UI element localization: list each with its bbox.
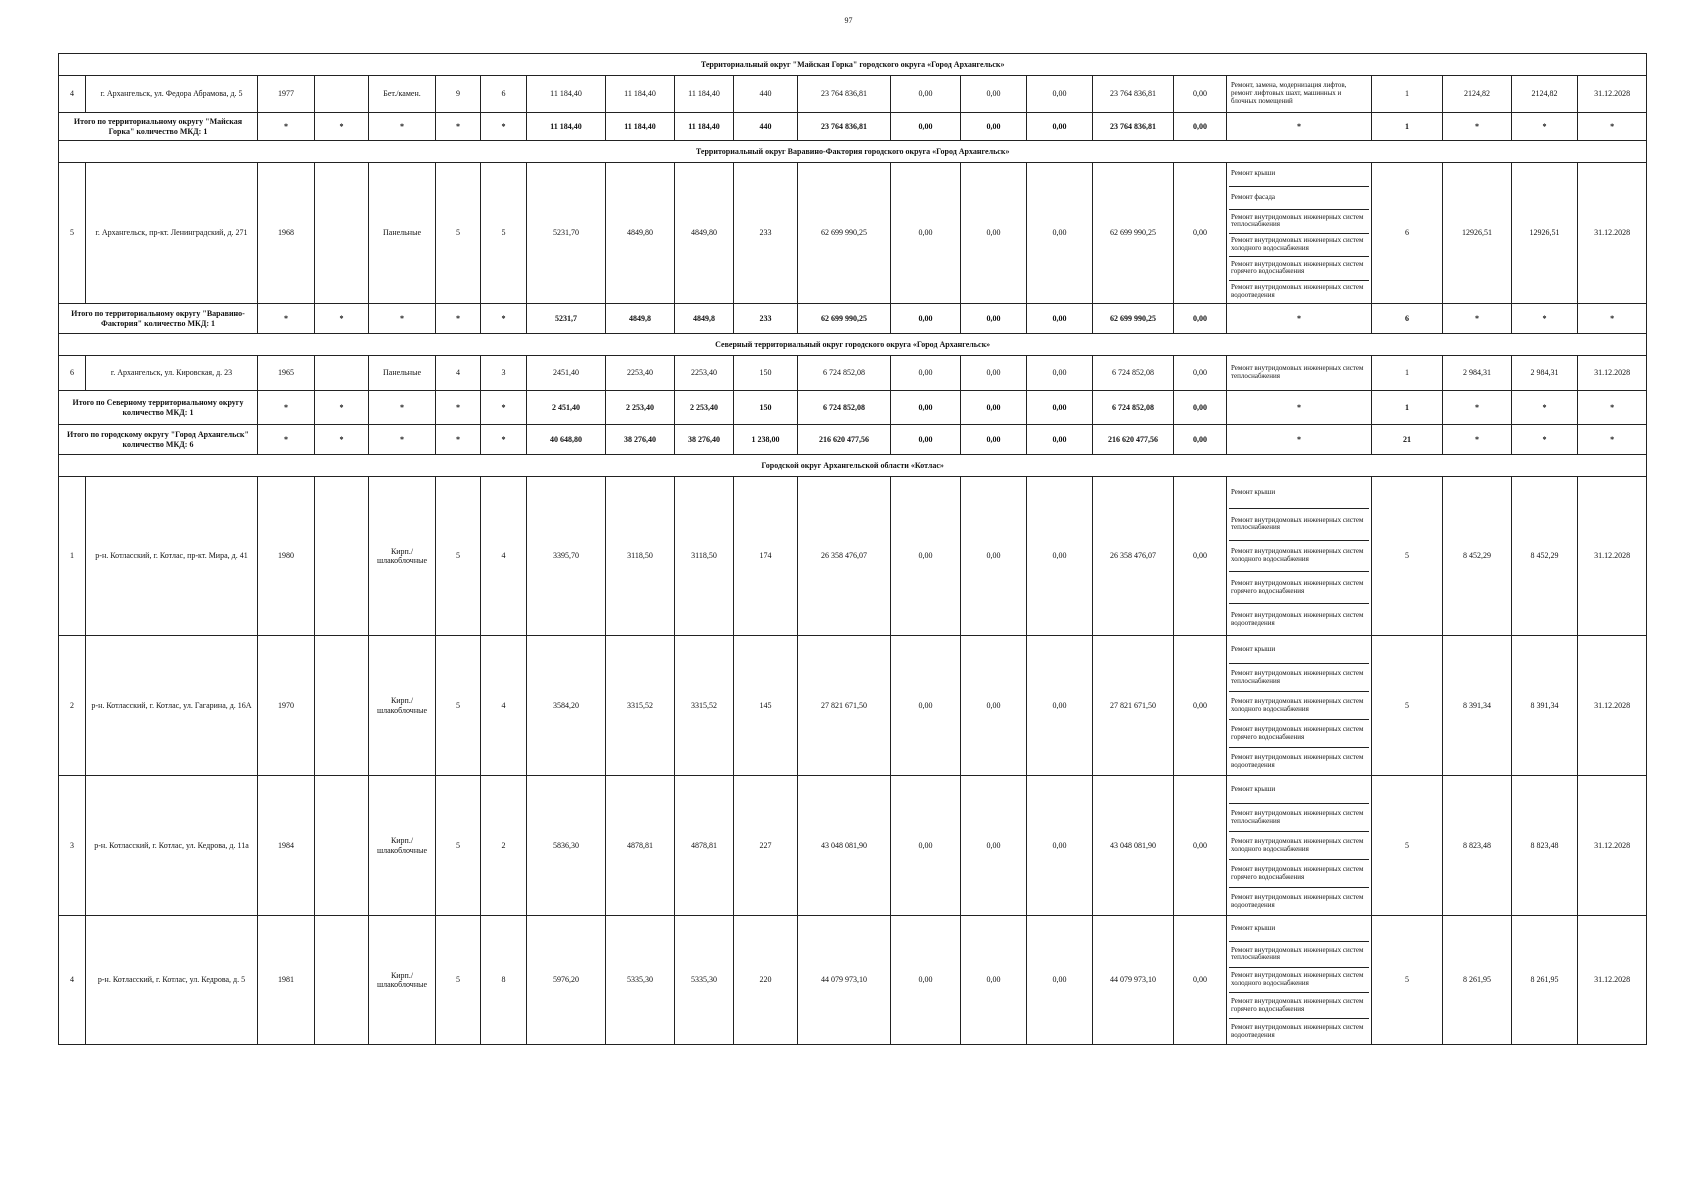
fund-other-cell: 0,00 xyxy=(1174,636,1227,776)
works-list-cell xyxy=(1227,163,1372,304)
area-total-cell: 3584,20 xyxy=(527,636,606,776)
table-row xyxy=(59,636,1647,776)
placeholder-cell: * xyxy=(1578,304,1647,334)
section-title: Северный территориальный округ городского округа «Город Архангельск» xyxy=(59,334,1647,356)
fund-other-cell: 0,00 xyxy=(1174,916,1227,1045)
work-item: Ремонт, замена, модернизация лифтов, ремонт лифтовых шахт, машинных и блочных помещений xyxy=(1231,81,1347,105)
total-label: Итого по территориальному округу "Варавино-Фактория" количество МКД: 1 xyxy=(59,304,258,334)
cost-total-cell: 62 699 990,25 xyxy=(798,163,891,304)
address-cell: г. Архангельск, ул. Кировская, д. 23 xyxy=(86,356,258,391)
section-header-row xyxy=(59,54,1647,76)
area-total-cell: 11 184,40 xyxy=(527,76,606,113)
fund-regional-cell: 0,00 xyxy=(961,776,1027,916)
completion-date-cell: 31.12.2028 xyxy=(1578,776,1647,916)
placeholder-cell: * xyxy=(481,425,527,455)
fund-owners-cell: 6 724 852,08 xyxy=(1093,356,1174,391)
unit-cost-cell: 8 261,95 xyxy=(1443,916,1512,1045)
total-value-cell: 216 620 477,56 xyxy=(798,425,891,455)
total-value-cell: 62 699 990,25 xyxy=(798,304,891,334)
section-title: Территориальный округ Варавино-Фактория городского округа «Город Архангельск» xyxy=(59,141,1647,163)
fund-owners-cell: 62 699 990,25 xyxy=(1093,163,1174,304)
total-value-cell: 0,00 xyxy=(961,425,1027,455)
total-value-cell: 0,00 xyxy=(1027,304,1093,334)
row-number: 1 xyxy=(59,477,86,636)
work-item: Ремонт внутридомовых инженерных систем теплоснабжения xyxy=(1229,509,1369,541)
works-count-cell: 5 xyxy=(1372,776,1443,916)
placeholder-cell: * xyxy=(369,304,436,334)
area-premises-cell: 5335,30 xyxy=(606,916,675,1045)
work-item: Ремонт внутридомовых инженерных систем теплоснабжения xyxy=(1229,804,1369,832)
works-list xyxy=(1229,76,1369,112)
work-item: Ремонт внутридомовых инженерных систем холодного водоснабжения xyxy=(1229,541,1369,573)
area-residential-cell: 4849,80 xyxy=(675,163,734,304)
placeholder-cell: * xyxy=(1227,425,1372,455)
unit-cost-limit-cell: 2124,82 xyxy=(1512,76,1578,113)
works-count-cell: 1 xyxy=(1372,76,1443,113)
fund-local-cell: 0,00 xyxy=(1027,776,1093,916)
works-count-cell: 5 xyxy=(1372,916,1443,1045)
total-row xyxy=(59,425,1647,455)
placeholder-cell: * xyxy=(369,425,436,455)
area-residential-cell: 4878,81 xyxy=(675,776,734,916)
total-value-cell: 23 764 836,81 xyxy=(798,113,891,141)
unit-cost-cell: 8 823,48 xyxy=(1443,776,1512,916)
works-list-cell xyxy=(1227,76,1372,113)
area-residential-cell: 5335,30 xyxy=(675,916,734,1045)
total-value-cell: 62 699 990,25 xyxy=(1093,304,1174,334)
works-count-cell: 1 xyxy=(1372,356,1443,391)
empty-cell xyxy=(315,776,369,916)
total-row xyxy=(59,304,1647,334)
fund-local-cell: 0,00 xyxy=(1027,356,1093,391)
placeholder-cell: * xyxy=(481,113,527,141)
fund-owners-cell: 26 358 476,07 xyxy=(1093,477,1174,636)
completion-date-cell: 31.12.2028 xyxy=(1578,356,1647,391)
fund-local-cell: 0,00 xyxy=(1027,477,1093,636)
fund-local-cell: 0,00 xyxy=(1027,636,1093,776)
work-item: Ремонт крыши xyxy=(1229,477,1369,509)
total-value-cell: 0,00 xyxy=(891,391,961,425)
work-item: Ремонт внутридомовых инженерных систем горячего водоснабжения xyxy=(1229,572,1369,604)
floors-cell: 5 xyxy=(436,776,481,916)
work-item: Ремонт внутридомовых инженерных систем водоотведения xyxy=(1231,892,1364,909)
entrances-cell: 4 xyxy=(481,477,527,636)
row-number: 3 xyxy=(59,776,86,916)
work-item: Ремонт внутридомовых инженерных систем теплоснабжения xyxy=(1229,210,1369,234)
unit-cost-limit-cell: 8 823,48 xyxy=(1512,776,1578,916)
total-value-cell: 38 276,40 xyxy=(675,425,734,455)
floors-cell: 5 xyxy=(436,636,481,776)
placeholder-cell: * xyxy=(1512,391,1578,425)
total-value-cell: 0,00 xyxy=(1027,391,1093,425)
placeholder-cell: * xyxy=(258,304,315,334)
total-value-cell: 0,00 xyxy=(1174,391,1227,425)
placeholder-cell: * xyxy=(436,425,481,455)
placeholder-cell: * xyxy=(315,425,369,455)
fund-owners-cell: 23 764 836,81 xyxy=(1093,76,1174,113)
year-cell: 1984 xyxy=(258,776,315,916)
placeholder-cell: * xyxy=(1578,391,1647,425)
total-value-cell: 1 238,00 xyxy=(734,425,798,455)
area-total-cell: 5231,70 xyxy=(527,163,606,304)
residents-cell: 220 xyxy=(734,916,798,1045)
completion-date-cell: 31.12.2028 xyxy=(1578,916,1647,1045)
entrances-cell: 5 xyxy=(481,163,527,304)
placeholder-cell: * xyxy=(1512,304,1578,334)
work-item: Ремонт внутридомовых инженерных систем холодного водоснабжения xyxy=(1229,692,1369,720)
work-item: Ремонт внутридомовых инженерных систем водоотведения xyxy=(1231,1022,1364,1039)
work-item: Ремонт крыши xyxy=(1229,636,1369,664)
work-item: Ремонт внутридомовых инженерных систем холодного водоснабжения xyxy=(1229,832,1369,860)
total-value-cell: 38 276,40 xyxy=(606,425,675,455)
page-number: 97 xyxy=(844,16,853,25)
fund-federal-cell: 0,00 xyxy=(891,916,961,1045)
total-works-count-cell: 1 xyxy=(1372,113,1443,141)
placeholder-cell: * xyxy=(436,391,481,425)
fund-regional-cell: 0,00 xyxy=(961,356,1027,391)
completion-date-cell: 31.12.2028 xyxy=(1578,636,1647,776)
wall-material-cell: Бет./камен. xyxy=(369,76,436,113)
wall-material-cell: Кирп./шлакоблочные xyxy=(369,477,436,636)
work-item: Ремонт фасада xyxy=(1229,187,1369,211)
works-count-cell: 6 xyxy=(1372,163,1443,304)
total-row xyxy=(59,113,1647,141)
fund-owners-cell: 43 048 081,90 xyxy=(1093,776,1174,916)
total-value-cell: 440 xyxy=(734,113,798,141)
work-item: Ремонт внутридомовых инженерных систем горячего водоснабжения xyxy=(1229,257,1369,281)
unit-cost-cell: 12926,51 xyxy=(1443,163,1512,304)
works-list xyxy=(1229,776,1369,915)
area-premises-cell: 2253,40 xyxy=(606,356,675,391)
address-cell: р-н. Котласский, г. Котлас, ул. Кедрова, д. 5 xyxy=(86,916,258,1045)
work-item: Ремонт внутридомовых инженерных систем горячего водоснабжения xyxy=(1229,720,1369,748)
total-label: Итого по Северному территориальному округу количество МКД: 1 xyxy=(59,391,258,425)
fund-other-cell: 0,00 xyxy=(1174,163,1227,304)
completion-date-cell: 31.12.2028 xyxy=(1578,163,1647,304)
address-cell: р-н. Котласский, г. Котлас, пр-кт. Мира, д. 41 xyxy=(86,477,258,636)
work-item: Ремонт внутридомовых инженерных систем водоотведения xyxy=(1231,283,1364,299)
total-value-cell: 5231,7 xyxy=(527,304,606,334)
work-item: Ремонт внутридомовых инженерных систем теплоснабжения xyxy=(1231,364,1364,380)
table-row xyxy=(59,916,1647,1045)
placeholder-cell: * xyxy=(369,113,436,141)
total-value-cell: 0,00 xyxy=(1174,425,1227,455)
floors-cell: 9 xyxy=(436,76,481,113)
cost-total-cell: 6 724 852,08 xyxy=(798,356,891,391)
works-list-cell xyxy=(1227,916,1372,1045)
works-list-cell xyxy=(1227,776,1372,916)
table-row xyxy=(59,163,1647,304)
area-residential-cell: 2253,40 xyxy=(675,356,734,391)
section-title: Городской округ Архангельской области «Котлас» xyxy=(59,455,1647,477)
total-value-cell: 6 724 852,08 xyxy=(1093,391,1174,425)
placeholder-cell: * xyxy=(1443,113,1512,141)
total-value-cell: 233 xyxy=(734,304,798,334)
total-value-cell: 0,00 xyxy=(891,304,961,334)
total-value-cell: 216 620 477,56 xyxy=(1093,425,1174,455)
year-cell: 1981 xyxy=(258,916,315,1045)
address-cell: р-н. Котласский, г. Котлас, ул. Кедрова, д. 11а xyxy=(86,776,258,916)
placeholder-cell: * xyxy=(481,391,527,425)
total-value-cell: 11 184,40 xyxy=(675,113,734,141)
placeholder-cell: * xyxy=(1443,425,1512,455)
section-header-row xyxy=(59,455,1647,477)
unit-cost-cell: 2 984,31 xyxy=(1443,356,1512,391)
wall-material-cell: Кирп./шлакоблочные xyxy=(369,636,436,776)
table-body xyxy=(59,54,1647,1045)
residents-cell: 440 xyxy=(734,76,798,113)
total-value-cell: 0,00 xyxy=(1027,425,1093,455)
works-count-cell: 5 xyxy=(1372,636,1443,776)
section-title: Территориальный округ "Майская Горка" городского округа «Город Архангельск» xyxy=(59,54,1647,76)
placeholder-cell: * xyxy=(1578,113,1647,141)
work-item: Ремонт крыши xyxy=(1229,163,1369,187)
placeholder-cell: * xyxy=(315,113,369,141)
unit-cost-limit-cell: 2 984,31 xyxy=(1512,356,1578,391)
placeholder-cell: * xyxy=(258,425,315,455)
total-value-cell: 11 184,40 xyxy=(606,113,675,141)
floors-cell: 4 xyxy=(436,356,481,391)
fund-other-cell: 0,00 xyxy=(1174,76,1227,113)
entrances-cell: 4 xyxy=(481,636,527,776)
works-list-cell xyxy=(1227,356,1372,391)
section-header-row xyxy=(59,334,1647,356)
works-list xyxy=(1229,636,1369,775)
entrances-cell: 8 xyxy=(481,916,527,1045)
fund-local-cell: 0,00 xyxy=(1027,163,1093,304)
area-residential-cell: 3315,52 xyxy=(675,636,734,776)
row-number: 4 xyxy=(59,916,86,1045)
entrances-cell: 2 xyxy=(481,776,527,916)
work-item: Ремонт внутридомовых инженерных систем горячего водоснабжения xyxy=(1229,860,1369,888)
placeholder-cell: * xyxy=(1227,391,1372,425)
residents-cell: 174 xyxy=(734,477,798,636)
floors-cell: 5 xyxy=(436,163,481,304)
total-value-cell: 150 xyxy=(734,391,798,425)
table-row xyxy=(59,477,1647,636)
wall-material-cell: Панельные xyxy=(369,356,436,391)
table-row xyxy=(59,356,1647,391)
empty-cell xyxy=(315,76,369,113)
unit-cost-limit-cell: 12926,51 xyxy=(1512,163,1578,304)
works-list xyxy=(1229,356,1369,390)
placeholder-cell: * xyxy=(1227,113,1372,141)
placeholder-cell: * xyxy=(1512,113,1578,141)
fund-federal-cell: 0,00 xyxy=(891,776,961,916)
cost-total-cell: 44 079 973,10 xyxy=(798,916,891,1045)
work-item: Ремонт внутридомовых инженерных систем теплоснабжения xyxy=(1229,942,1369,968)
unit-cost-limit-cell: 8 452,29 xyxy=(1512,477,1578,636)
cost-total-cell: 26 358 476,07 xyxy=(798,477,891,636)
row-number: 4 xyxy=(59,76,86,113)
area-premises-cell: 3118,50 xyxy=(606,477,675,636)
fund-owners-cell: 27 821 671,50 xyxy=(1093,636,1174,776)
area-total-cell: 5976,20 xyxy=(527,916,606,1045)
floors-cell: 5 xyxy=(436,916,481,1045)
fund-other-cell: 0,00 xyxy=(1174,477,1227,636)
empty-cell xyxy=(315,916,369,1045)
unit-cost-limit-cell: 8 261,95 xyxy=(1512,916,1578,1045)
total-value-cell: 23 764 836,81 xyxy=(1093,113,1174,141)
total-value-cell: 0,00 xyxy=(961,113,1027,141)
completion-date-cell: 31.12.2028 xyxy=(1578,477,1647,636)
placeholder-cell: * xyxy=(436,113,481,141)
row-number: 6 xyxy=(59,356,86,391)
repair-program-table xyxy=(58,53,1647,1045)
address-cell: г. Архангельск, ул. Федора Абрамова, д. 5 xyxy=(86,76,258,113)
total-value-cell: 0,00 xyxy=(1027,113,1093,141)
fund-regional-cell: 0,00 xyxy=(961,163,1027,304)
cost-total-cell: 23 764 836,81 xyxy=(798,76,891,113)
residents-cell: 145 xyxy=(734,636,798,776)
table-row xyxy=(59,76,1647,113)
empty-cell xyxy=(315,163,369,304)
total-value-cell: 0,00 xyxy=(891,113,961,141)
area-total-cell: 5836,30 xyxy=(527,776,606,916)
placeholder-cell: * xyxy=(436,304,481,334)
total-value-cell: 0,00 xyxy=(1174,304,1227,334)
fund-owners-cell: 44 079 973,10 xyxy=(1093,916,1174,1045)
unit-cost-cell: 8 391,34 xyxy=(1443,636,1512,776)
area-residential-cell: 11 184,40 xyxy=(675,76,734,113)
completion-date-cell: 31.12.2028 xyxy=(1578,76,1647,113)
fund-federal-cell: 0,00 xyxy=(891,636,961,776)
area-total-cell: 2451,40 xyxy=(527,356,606,391)
works-list xyxy=(1229,916,1369,1044)
works-list-cell xyxy=(1227,477,1372,636)
year-cell: 1980 xyxy=(258,477,315,636)
area-premises-cell: 4849,80 xyxy=(606,163,675,304)
fund-other-cell: 0,00 xyxy=(1174,356,1227,391)
cost-total-cell: 27 821 671,50 xyxy=(798,636,891,776)
year-cell: 1977 xyxy=(258,76,315,113)
placeholder-cell: * xyxy=(1227,304,1372,334)
empty-cell xyxy=(315,477,369,636)
total-label: Итого по городскому округу "Город Архангельск" количество МКД: 6 xyxy=(59,425,258,455)
area-premises-cell: 3315,52 xyxy=(606,636,675,776)
total-value-cell: 6 724 852,08 xyxy=(798,391,891,425)
placeholder-cell: * xyxy=(315,304,369,334)
placeholder-cell: * xyxy=(1512,425,1578,455)
placeholder-cell: * xyxy=(1443,304,1512,334)
total-value-cell: 11 184,40 xyxy=(527,113,606,141)
area-total-cell: 3395,70 xyxy=(527,477,606,636)
fund-regional-cell: 0,00 xyxy=(961,76,1027,113)
placeholder-cell: * xyxy=(258,113,315,141)
table-row xyxy=(59,776,1647,916)
fund-local-cell: 0,00 xyxy=(1027,76,1093,113)
wall-material-cell: Кирп./шлакоблочные xyxy=(369,776,436,916)
total-value-cell: 0,00 xyxy=(961,304,1027,334)
row-number: 5 xyxy=(59,163,86,304)
wall-material-cell: Кирп./шлакоблочные xyxy=(369,916,436,1045)
unit-cost-cell: 2124,82 xyxy=(1443,76,1512,113)
total-label: Итого по территориальному округу "Майская Горка" количество МКД: 1 xyxy=(59,113,258,141)
placeholder-cell: * xyxy=(258,391,315,425)
work-item: Ремонт внутридомовых инженерных систем холодного водоснабжения xyxy=(1229,234,1369,258)
work-item: Ремонт внутридомовых инженерных систем водоотведения xyxy=(1231,610,1364,627)
work-item: Ремонт крыши xyxy=(1229,916,1369,942)
placeholder-cell: * xyxy=(315,391,369,425)
floors-cell: 5 xyxy=(436,477,481,636)
cost-total-cell: 43 048 081,90 xyxy=(798,776,891,916)
total-value-cell: 0,00 xyxy=(891,425,961,455)
total-works-count-cell: 6 xyxy=(1372,304,1443,334)
residents-cell: 233 xyxy=(734,163,798,304)
works-list xyxy=(1229,163,1369,303)
total-value-cell: 0,00 xyxy=(1174,113,1227,141)
works-list xyxy=(1229,477,1369,635)
fund-federal-cell: 0,00 xyxy=(891,76,961,113)
fund-federal-cell: 0,00 xyxy=(891,477,961,636)
area-premises-cell: 11 184,40 xyxy=(606,76,675,113)
total-value-cell: 4849,8 xyxy=(606,304,675,334)
entrances-cell: 6 xyxy=(481,76,527,113)
fund-other-cell: 0,00 xyxy=(1174,776,1227,916)
placeholder-cell: * xyxy=(1443,391,1512,425)
total-value-cell: 2 451,40 xyxy=(527,391,606,425)
work-item: Ремонт крыши xyxy=(1229,776,1369,804)
area-residential-cell: 3118,50 xyxy=(675,477,734,636)
total-value-cell: 4849,8 xyxy=(675,304,734,334)
row-number: 2 xyxy=(59,636,86,776)
address-cell: г. Архангельск, пр-кт. Ленинградский, д. 271 xyxy=(86,163,258,304)
unit-cost-limit-cell: 8 391,34 xyxy=(1512,636,1578,776)
placeholder-cell: * xyxy=(1578,425,1647,455)
fund-regional-cell: 0,00 xyxy=(961,636,1027,776)
year-cell: 1968 xyxy=(258,163,315,304)
placeholder-cell: * xyxy=(369,391,436,425)
section-header-row xyxy=(59,141,1647,163)
total-value-cell: 0,00 xyxy=(961,391,1027,425)
total-value-cell: 2 253,40 xyxy=(675,391,734,425)
work-item: Ремонт внутридомовых инженерных систем водоотведения xyxy=(1231,752,1364,769)
placeholder-cell: * xyxy=(481,304,527,334)
area-premises-cell: 4878,81 xyxy=(606,776,675,916)
wall-material-cell: Панельные xyxy=(369,163,436,304)
work-item: Ремонт внутридомовых инженерных систем горячего водоснабжения xyxy=(1229,993,1369,1019)
address-cell: р-н. Котласский, г. Котлас, ул. Гагарина, д. 16А xyxy=(86,636,258,776)
total-works-count-cell: 1 xyxy=(1372,391,1443,425)
fund-federal-cell: 0,00 xyxy=(891,356,961,391)
work-item: Ремонт внутридомовых инженерных систем холодного водоснабжения xyxy=(1229,968,1369,994)
year-cell: 1970 xyxy=(258,636,315,776)
fund-federal-cell: 0,00 xyxy=(891,163,961,304)
total-row xyxy=(59,391,1647,425)
year-cell: 1965 xyxy=(258,356,315,391)
total-value-cell: 40 648,80 xyxy=(527,425,606,455)
total-works-count-cell: 21 xyxy=(1372,425,1443,455)
works-count-cell: 5 xyxy=(1372,477,1443,636)
residents-cell: 227 xyxy=(734,776,798,916)
unit-cost-cell: 8 452,29 xyxy=(1443,477,1512,636)
fund-local-cell: 0,00 xyxy=(1027,916,1093,1045)
residents-cell: 150 xyxy=(734,356,798,391)
entrances-cell: 3 xyxy=(481,356,527,391)
works-list-cell xyxy=(1227,636,1372,776)
empty-cell xyxy=(315,356,369,391)
fund-regional-cell: 0,00 xyxy=(961,477,1027,636)
empty-cell xyxy=(315,636,369,776)
work-item: Ремонт внутридомовых инженерных систем теплоснабжения xyxy=(1229,664,1369,692)
fund-regional-cell: 0,00 xyxy=(961,916,1027,1045)
total-value-cell: 2 253,40 xyxy=(606,391,675,425)
